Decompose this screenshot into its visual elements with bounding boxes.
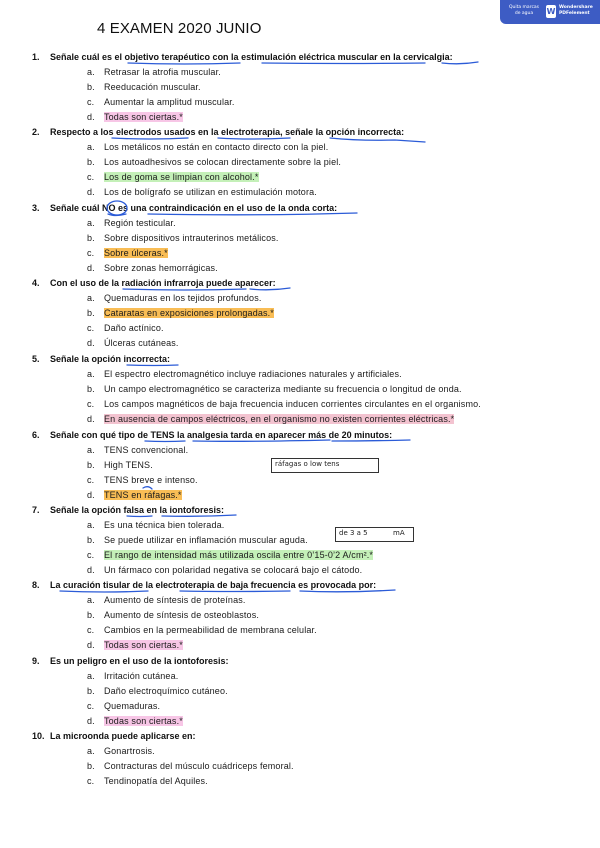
option-letter: c. [87, 172, 95, 182]
ink-underline [127, 365, 178, 366]
option-letter: c. [87, 625, 95, 635]
question-text: La microonda puede aplicarse en: [50, 731, 196, 741]
option-text: Región testicular. [104, 218, 176, 228]
watermark-brand: Wondershare PDFelement [559, 5, 593, 16]
option-letter: b. [87, 535, 95, 545]
option-text-highlighted: Todas son ciertas.* [104, 716, 183, 726]
option-text: Quemaduras en los tejidos profundos. [104, 293, 262, 303]
option-letter: a. [87, 67, 95, 77]
option-text: Aumentar la amplitud muscular. [104, 97, 235, 107]
option-letter: b. [87, 233, 95, 243]
question-number: 7. [32, 505, 40, 515]
comment-text: de 3 a 5 [339, 529, 368, 537]
option-letter: c. [87, 248, 95, 258]
option-letter: a. [87, 142, 95, 152]
option-letter: a. [87, 445, 95, 455]
question-number: 5. [32, 354, 40, 364]
ink-underline [127, 516, 152, 517]
option-text: Aumento de síntesis de osteoblastos. [104, 610, 259, 620]
option-text: Un campo electromagnético se caracteriza mediante su frecuencia o longitud de onda. [104, 384, 462, 394]
question-number: 6. [32, 430, 40, 440]
option-text: High TENS. [104, 460, 153, 470]
ink-underline [442, 62, 478, 64]
option-text: Es una técnica bien tolerada. [104, 520, 225, 530]
option-letter: b. [87, 761, 95, 771]
question-text: Señale cuál es el objetivo terapéutico con la estimulación eléctrica muscular en la cervicalgia: [50, 52, 453, 62]
option-letter: d. [87, 565, 95, 575]
option-letter: d. [87, 414, 95, 424]
question-text: Es un peligro en el uso de la iontoforesis: [50, 656, 229, 666]
question-text: La curación tisular de la electroterapia de baja frecuencia es provocada por: [50, 580, 377, 590]
ink-underline [300, 590, 395, 592]
ink-underline [60, 591, 148, 592]
question-text: Señale la opción incorrecta: [50, 354, 171, 364]
ink-underline [250, 288, 290, 290]
option-letter: c. [87, 550, 95, 560]
option-text-highlighted: Los de goma se limpian con alcohol.* [104, 172, 259, 182]
ink-underline [262, 63, 425, 64]
question-number: 10. [32, 731, 45, 741]
option-letter: b. [87, 157, 95, 167]
option-letter: a. [87, 746, 95, 756]
option-letter: c. [87, 701, 95, 711]
comment-unit: mA [393, 529, 405, 537]
option-text-highlighted: Cataratas en exposiciones prolongadas.* [104, 308, 274, 318]
option-letter: c. [87, 475, 95, 485]
option-text: Sobre dispositivos intrauterinos metálicos. [104, 233, 279, 243]
option-letter: d. [87, 716, 95, 726]
option-letter: b. [87, 460, 95, 470]
option-letter: a. [87, 671, 95, 681]
option-text: Úlceras cutáneas. [104, 338, 179, 348]
option-text: Tendinopatía del Aquiles. [104, 776, 208, 786]
option-text: Reeducación muscular. [104, 82, 201, 92]
option-text: Se puede utilizar en inflamación muscular aguda. [104, 535, 308, 545]
exam-title: 4 EXAMEN 2020 JUNIO [97, 20, 262, 37]
option-letter: a. [87, 293, 95, 303]
question-number: 4. [32, 278, 40, 288]
option-text: Aumento de síntesis de proteínas. [104, 595, 246, 605]
option-letter: d. [87, 490, 95, 500]
option-letter: d. [87, 187, 95, 197]
option-text: Los de bolígrafo se utilizan en estimulación motora. [104, 187, 317, 197]
question-text: Señale con qué tipo de TENS la analgesia tarda en aparecer más de 20 minutos: [50, 430, 393, 440]
option-text: Contracturas del músculo cuádriceps femoral. [104, 761, 294, 771]
option-letter: b. [87, 308, 95, 318]
ink-underline [332, 440, 410, 441]
option-text: El espectro electromagnético incluye radiaciones naturales y artificiales. [104, 369, 402, 379]
option-letter: b. [87, 610, 95, 620]
ink-circle [107, 201, 127, 215]
pdfelement-logo-icon: W [546, 7, 556, 16]
question-number: 1. [32, 52, 40, 62]
option-text-highlighted: El rango de intensidad más utilizada oscila entre 0’15-0’2 A/cm².* [104, 550, 374, 560]
ink-underline [148, 213, 357, 215]
option-text: TENS breve e intenso. [104, 475, 198, 485]
option-text: Daño actínico. [104, 323, 164, 333]
option-text-highlighted: En ausencia de campos eléctricos, en el organismo no existen corrientes eléctricas.* [104, 414, 455, 424]
option-letter: d. [87, 338, 95, 348]
ink-underline [180, 591, 290, 592]
option-text: Los autoadhesivos se colocan directamente sobre la piel. [104, 157, 342, 167]
option-letter: c. [87, 323, 95, 333]
ink-underline [162, 515, 236, 516]
option-text-highlighted: TENS en ráfagas.* [104, 490, 182, 500]
option-text-highlighted: Sobre úlceras.* [104, 248, 168, 258]
question-number: 3. [32, 203, 40, 213]
watermark-remove-label[interactable]: Quita marcas de agua [508, 5, 540, 16]
option-letter: c. [87, 97, 95, 107]
option-text: Cambios en la permeabilidad de membrana celular. [104, 625, 317, 635]
option-letter: a. [87, 520, 95, 530]
option-letter: d. [87, 640, 95, 650]
ink-underline [112, 138, 188, 139]
option-letter: b. [87, 82, 95, 92]
ink-underline [128, 63, 240, 64]
question-text: Respecto a los electrodos usados en la electroterapia, señale la opción incorrecta: [50, 127, 405, 137]
option-letter: a. [87, 218, 95, 228]
question-text: Señale la opción falsa en la iontoforesis: [50, 505, 225, 515]
option-letter: c. [87, 399, 95, 409]
option-letter: a. [87, 595, 95, 605]
option-text: Los campos magnéticos de baja frecuencia inducen corrientes circulantes en el organismo. [104, 399, 481, 409]
option-text: Quemaduras. [104, 701, 161, 711]
ink-underline [123, 289, 246, 290]
ink-underline [218, 138, 290, 139]
option-letter: d. [87, 263, 95, 273]
option-text: Retrasar la atrofia muscular. [104, 67, 221, 77]
comment-text: ráfagas o low tens [275, 460, 340, 468]
ink-underline [193, 440, 330, 441]
question-text: Con el uso de la radiación infrarroja puede aparecer: [50, 278, 276, 288]
question-number: 8. [32, 580, 40, 590]
option-text: Un fármaco con polaridad negativa se colocará bajo el cátodo. [104, 565, 363, 575]
option-text: Los metálicos no están en contacto directo con la piel. [104, 142, 329, 152]
option-letter: b. [87, 686, 95, 696]
option-letter: a. [87, 369, 95, 379]
option-text: Irritación cutánea. [104, 671, 179, 681]
option-letter: b. [87, 384, 95, 394]
question-number: 9. [32, 656, 40, 666]
ink-mark [143, 487, 152, 489]
option-text-highlighted: Todas son ciertas.* [104, 112, 183, 122]
option-text-highlighted: Todas son ciertas.* [104, 640, 183, 650]
option-text: Daño electroquímico cutáneo. [104, 686, 228, 696]
ink-underline [145, 441, 185, 442]
ink-underline [330, 138, 425, 142]
option-text: Sobre zonas hemorrágicas. [104, 263, 218, 273]
option-letter: d. [87, 112, 95, 122]
option-text: TENS convencional. [104, 445, 189, 455]
question-text: Señale cuál NO es una contraindicación en el uso de la onda corta: [50, 203, 338, 213]
option-letter: c. [87, 776, 95, 786]
option-text: Gonartrosis. [104, 746, 155, 756]
question-number: 2. [32, 127, 40, 137]
